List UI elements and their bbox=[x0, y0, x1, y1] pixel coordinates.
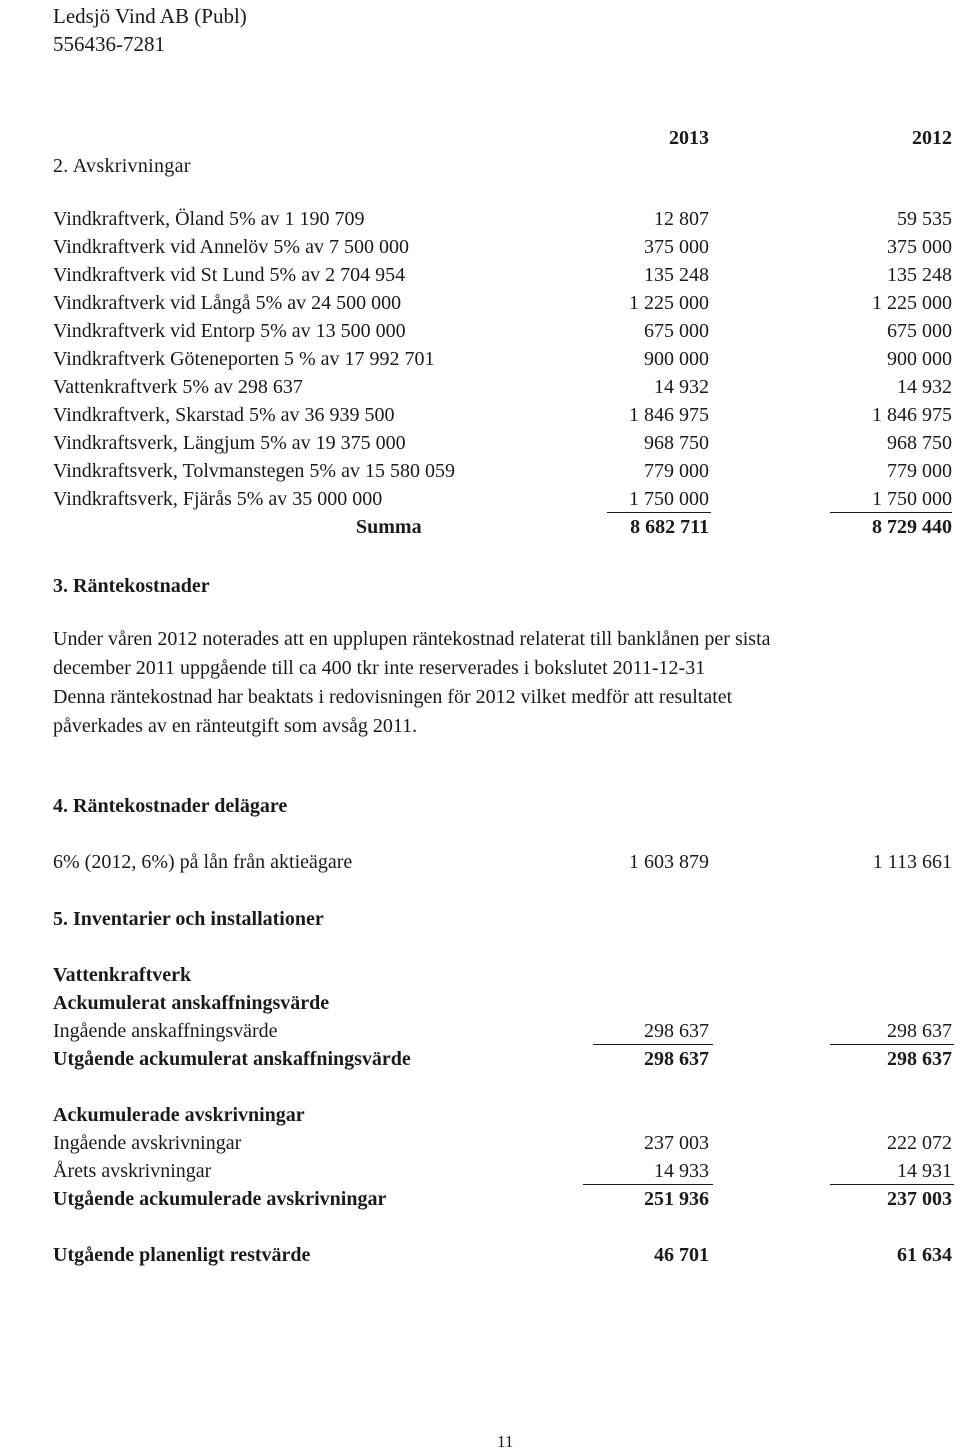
paragraph-line: Under våren 2012 noterades att en upplupen räntekostnad relaterat till banklånen per sista bbox=[53, 628, 771, 650]
value-2012: 1 113 661 bbox=[872, 851, 952, 873]
value-2012: 237 003 bbox=[887, 1188, 952, 1210]
value-2012: 14 931 bbox=[897, 1160, 952, 1182]
row-label: Utgående ackumulerade avskrivningar bbox=[53, 1188, 387, 1210]
value-2013: 779 000 bbox=[644, 460, 709, 482]
row-label: Utgående ackumulerat anskaffningsvärde bbox=[53, 1048, 411, 1070]
row-label: Utgående planenligt restvärde bbox=[53, 1244, 311, 1266]
row-label: Vindkraftverk vid St Lund 5% av 2 704 954 bbox=[53, 264, 406, 286]
note3-title: 3. Räntekostnader bbox=[53, 575, 210, 597]
value-2012: 779 000 bbox=[887, 460, 952, 482]
value-2013: 298 637 bbox=[644, 1048, 709, 1070]
row-label: Vindkraftverk vid Långå 5% av 24 500 000 bbox=[53, 292, 402, 314]
paragraph-line: påverkades av en ränteutgift som avsåg 2011. bbox=[53, 715, 418, 737]
paragraph-line: Denna räntekostnad har beaktats i redovisningen för 2012 vilket medför att resultatet bbox=[53, 686, 733, 708]
value-2012: 59 535 bbox=[897, 208, 952, 230]
company-name: Ledsjö Vind AB (Publ) bbox=[53, 4, 247, 28]
paragraph-line: december 2011 uppgående till ca 400 tkr inte reserverades i bokslutet 2011-12-31 bbox=[53, 657, 706, 679]
value-2013: 298 637 bbox=[644, 1020, 709, 1042]
value-2013: 237 003 bbox=[644, 1132, 709, 1154]
value-2013: 46 701 bbox=[654, 1244, 709, 1266]
row-label: Vindkraftverk, Öland 5% av 1 190 709 bbox=[53, 208, 365, 230]
value-2012: 1 846 975 bbox=[872, 404, 952, 426]
row-label: Ingående avskrivningar bbox=[53, 1132, 242, 1154]
org-number: 556436-7281 bbox=[53, 32, 165, 56]
row-label: Vindkraftverk Göteneporten 5 % av 17 992 701 bbox=[53, 348, 435, 370]
row-label: Vattenkraftverk 5% av 298 637 bbox=[53, 376, 303, 398]
year-header-previous: 2012 bbox=[912, 127, 952, 149]
value-2012: 968 750 bbox=[887, 432, 952, 454]
sum-2012: 8 729 440 bbox=[872, 516, 952, 538]
value-2012: 61 634 bbox=[897, 1244, 952, 1266]
row-label: 6% (2012, 6%) på lån från aktieägare bbox=[53, 851, 353, 873]
value-2013: 900 000 bbox=[644, 348, 709, 370]
row-label: Vindkraftsverk, Fjärås 5% av 35 000 000 bbox=[53, 488, 383, 510]
value-2013: 375 000 bbox=[644, 236, 709, 258]
value-2012: 375 000 bbox=[887, 236, 952, 258]
value-2013: 14 932 bbox=[654, 376, 709, 398]
note3-paragraph bbox=[53, 625, 853, 741]
value-2013: 251 936 bbox=[644, 1188, 709, 1210]
value-2013: 968 750 bbox=[644, 432, 709, 454]
row-label: Vindkraftsverk, Tolvmanstegen 5% av 15 580 059 bbox=[53, 460, 455, 482]
value-2012: 14 932 bbox=[897, 376, 952, 398]
row-label: Årets avskrivningar bbox=[53, 1160, 212, 1182]
note5-subtitle: Vattenkraftverk bbox=[53, 964, 192, 986]
value-2013: 1 750 000 bbox=[629, 488, 709, 510]
row-label: Vindkraftverk vid Entorp 5% av 13 500 000 bbox=[53, 320, 406, 342]
value-2013: 14 933 bbox=[654, 1160, 709, 1182]
value-2013: 1 846 975 bbox=[629, 404, 709, 426]
value-2013: 12 807 bbox=[654, 208, 709, 230]
row-label: Ingående anskaffningsvärde bbox=[53, 1020, 278, 1042]
value-2012: 1 750 000 bbox=[872, 488, 952, 510]
value-2013: 675 000 bbox=[644, 320, 709, 342]
value-2013: 135 248 bbox=[644, 264, 709, 286]
row-label: Vindkraftverk, Skarstad 5% av 36 939 500 bbox=[53, 404, 395, 426]
value-2012: 900 000 bbox=[887, 348, 952, 370]
row-label: Vindkraftverk vid Annelöv 5% av 7 500 000 bbox=[53, 236, 409, 258]
year-header-current: 2013 bbox=[669, 127, 709, 149]
value-2012: 222 072 bbox=[887, 1132, 952, 1154]
value-2013: 1 603 879 bbox=[629, 851, 709, 873]
acq-heading: Ackumulerat anskaffningsvärde bbox=[53, 992, 330, 1014]
sum-2013: 8 682 711 bbox=[630, 516, 709, 538]
sum-label: Summa bbox=[356, 516, 422, 538]
value-2013: 1 225 000 bbox=[629, 292, 709, 314]
value-2012: 135 248 bbox=[887, 264, 952, 286]
value-2012: 298 637 bbox=[887, 1020, 952, 1042]
row-label: Vindkraftsverk, Längjum 5% av 19 375 000 bbox=[53, 432, 406, 454]
value-2012: 675 000 bbox=[887, 320, 952, 342]
dep-heading: Ackumulerade avskrivningar bbox=[53, 1104, 305, 1126]
note4-title: 4. Räntekostnader delägare bbox=[53, 795, 288, 817]
value-2012: 1 225 000 bbox=[872, 292, 952, 314]
page-number: 11 bbox=[497, 1432, 514, 1451]
note5-title: 5. Inventarier och installationer bbox=[53, 908, 324, 930]
note2-title: 2. Avskrivningar bbox=[53, 155, 191, 177]
value-2012: 298 637 bbox=[887, 1048, 952, 1070]
